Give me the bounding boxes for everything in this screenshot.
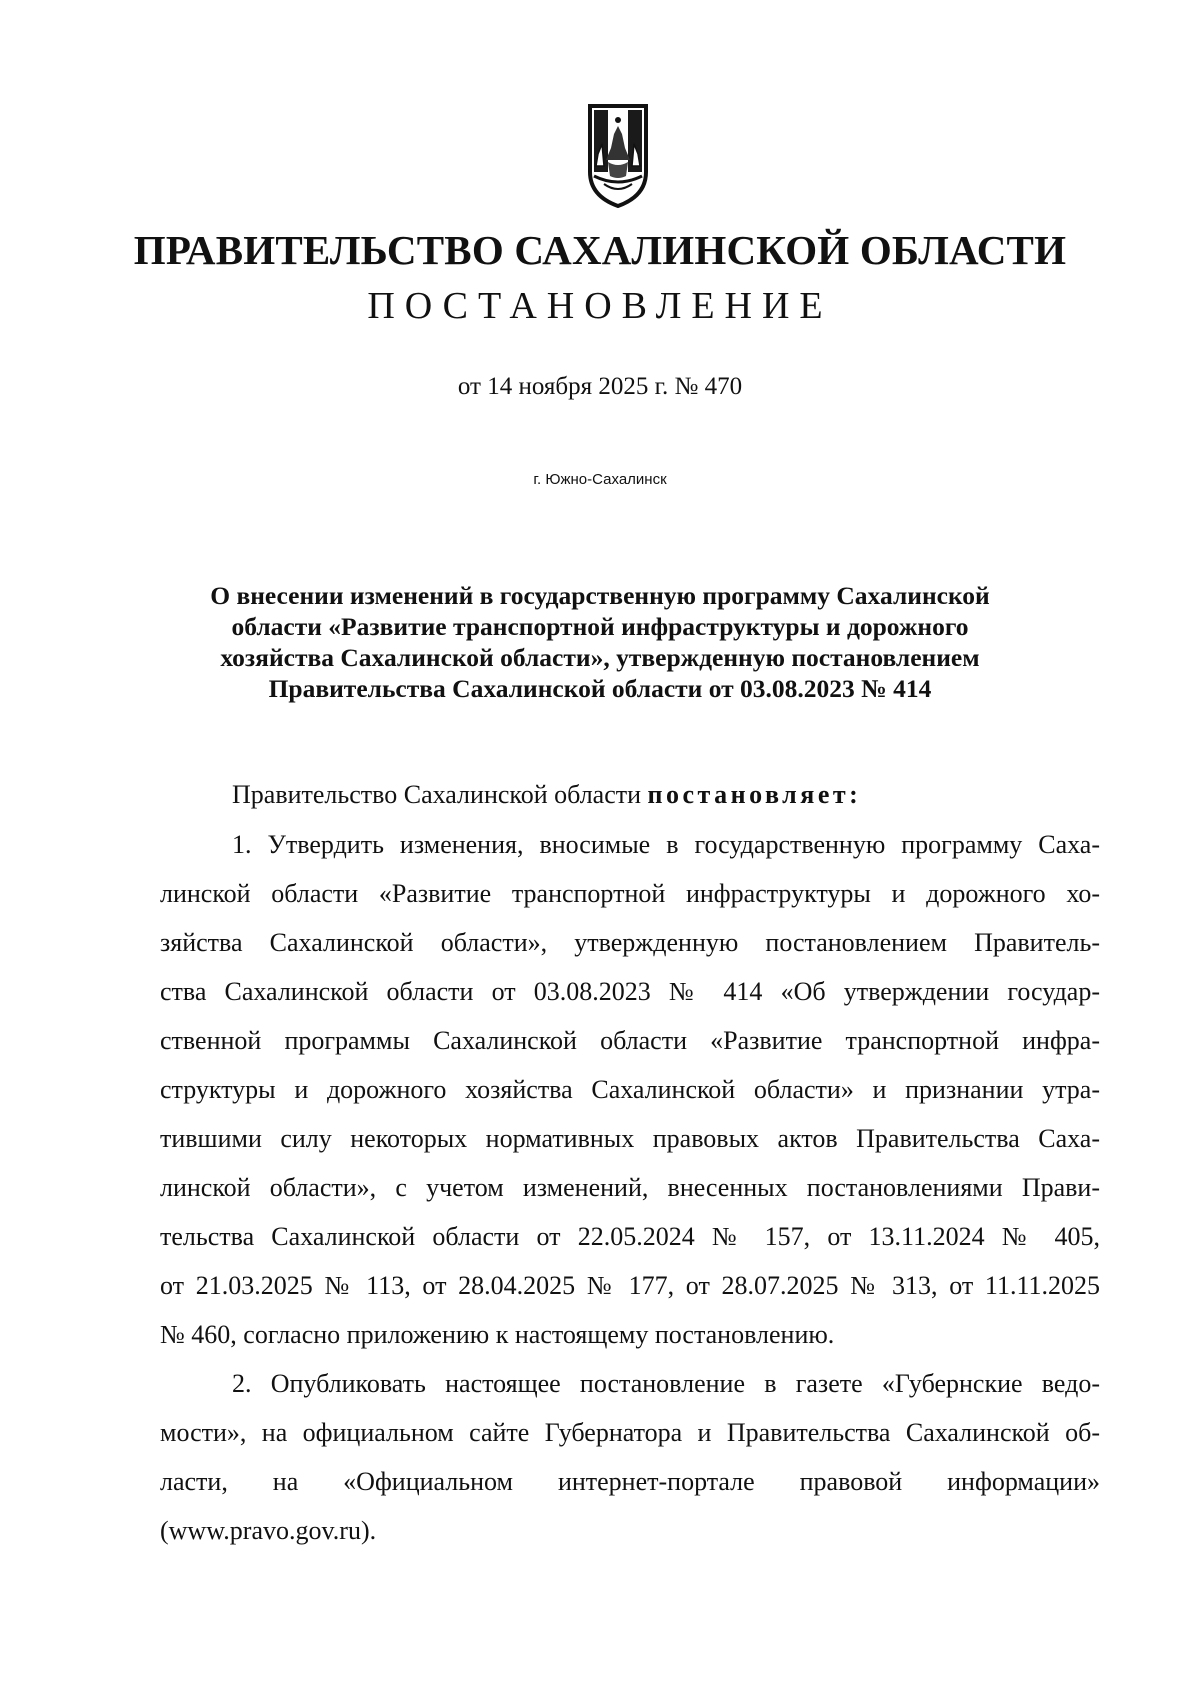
paragraph-line: ственной программы Сахалинской области «Развитие транспортной инфра- [160, 1026, 1100, 1055]
paragraph-line: зяйства Сахалинской области», утвержденную постановлением Правитель- [160, 928, 1100, 957]
document-body [160, 770, 1100, 1555]
paragraph-line: линской области», с учетом изменений, внесенных постановлениями Прави- [160, 1173, 1100, 1202]
paragraph-line: мости», на официальном сайте Губернатора и Правительства Сахалинской об- [160, 1418, 1100, 1447]
paragraph-line: № 460, согласно приложению к настоящему постановлению. [160, 1320, 835, 1349]
subject-line: О внесении изменений в государственную программу Сахалинской [210, 581, 990, 610]
organization-title: ПРАВИТЕЛЬСТВО САХАЛИНСКОЙ ОБЛАСТИ [133, 227, 1067, 273]
document-subject [180, 580, 1020, 704]
document-city: г. Южно-Сахалинск [533, 471, 667, 488]
paragraph-2 [160, 1359, 1100, 1555]
paragraph-line: тившими силу некоторых нормативных правовых актов Правительства Саха- [160, 1124, 1100, 1153]
subject-line: хозяйства Сахалинской области», утвержденную постановлением [220, 643, 980, 672]
paragraph-line: 1. Утвердить изменения, вносимые в государственную программу Саха- [232, 830, 1100, 859]
paragraph-line: 2. Опубликовать настоящее постановление в газете «Губернские ведо- [232, 1369, 1100, 1398]
paragraph-1 [160, 820, 1100, 1359]
paragraph-line: тельства Сахалинской области от 22.05.2024 № 157, от 13.11.2024 № 405, [160, 1222, 1100, 1251]
paragraph-line: от 21.03.2025 № 113, от 28.04.2025 № 177, от 28.07.2025 № 313, от 11.11.2025 [160, 1271, 1100, 1300]
resolution-lead [160, 770, 1100, 820]
document-date-number: от 14 ноября 2025 г. № 470 [457, 373, 743, 400]
subject-line: области «Развитие транспортной инфраструктуры и дорожного [231, 612, 969, 641]
paragraph-line: ства Сахалинской области от 03.08.2023 № 414 «Об утверждении государ- [160, 977, 1100, 1006]
coat-of-arms-icon [584, 104, 652, 208]
subject-line: Правительства Сахалинской области от 03.08.2023 № 414 [268, 674, 932, 703]
paragraph-line: структуры и дорожного хозяйства Сахалинской области» и признании утра- [160, 1075, 1100, 1104]
document-type: ПОСТАНОВЛЕНИЕ [367, 285, 833, 327]
paragraph-line: ласти, на «Официальном интернет-портале правовой информации» [160, 1467, 1100, 1496]
paragraph-line: (www.pravo.gov.ru). [160, 1516, 377, 1545]
lead-text: Правительство Сахалинской области [232, 780, 648, 809]
paragraph-line: линской области «Развитие транспортной инфраструктуры и дорожного хо- [160, 879, 1100, 908]
lead-emphasis: постановляет: [647, 780, 862, 809]
